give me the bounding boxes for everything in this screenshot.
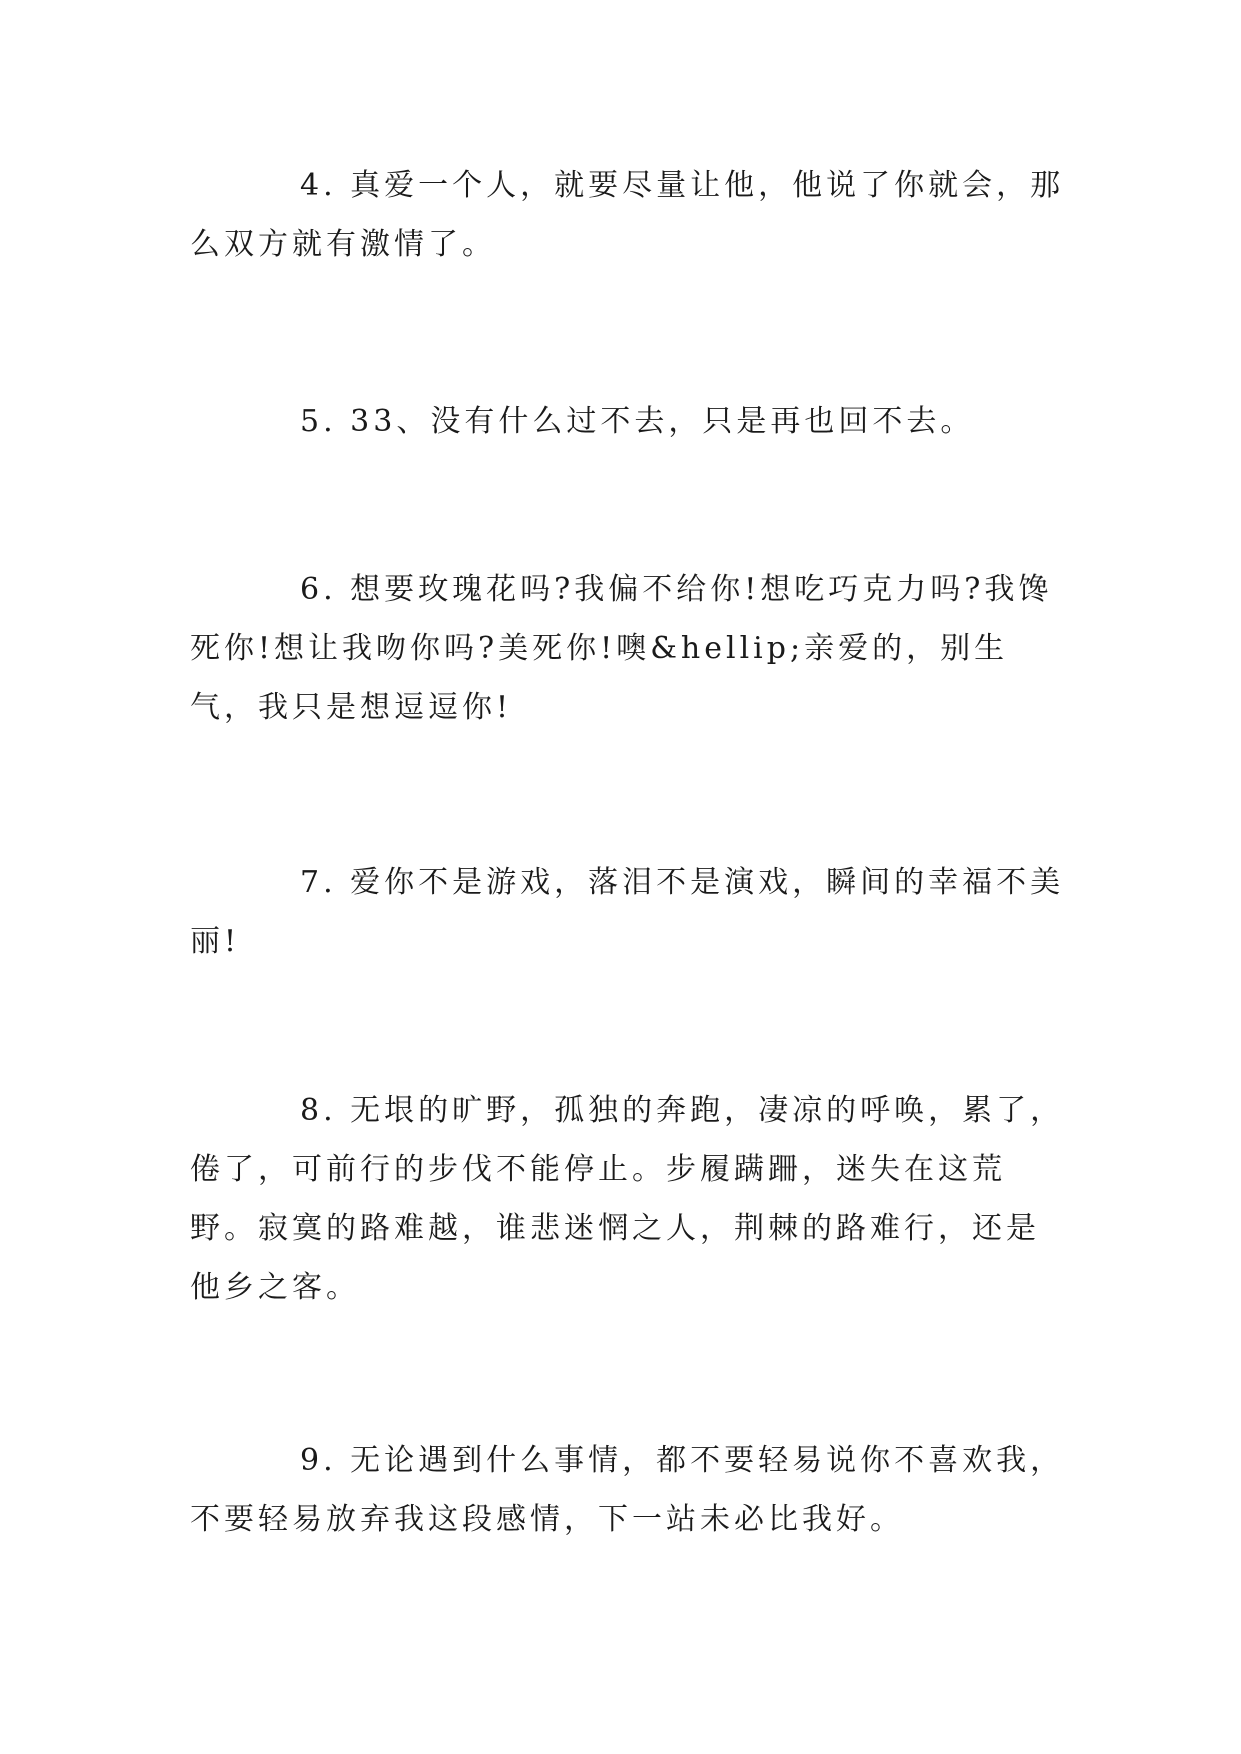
paragraph-4: 4. 真爱一个人，就要尽量让他，他说了你就会，那么双方就有激情了。 [190, 168, 1065, 262]
paragraph-9: 9. 无论遇到什么事情，都不要轻易说你不喜欢我，不要轻易放弃我这段感情，下一站未必比我好。 [190, 1443, 1065, 1537]
paragraph-8: 8. 无垠的旷野，孤独的奔跑，凄凉的呼唤，累了，倦了，可前行的步伐不能停止。步履蹒跚，迷失在这荒野。寂寞的路难越，谁悲迷惘之人，荆棘的路难行，还是他乡之客。 [190, 1093, 1065, 1305]
paragraph-7: 7. 爱你不是游戏，落泪不是演戏，瞬间的幸福不美丽! [190, 865, 1065, 959]
paragraph-6: 6. 想要玫瑰花吗?我偏不给你!想吃巧克力吗?我馋死你!想让我吻你吗?美死你!噢&hellip;亲爱的，别生气，我只是想逗逗你! [190, 572, 1053, 725]
paragraph-5: 5. 33、没有什么过不去，只是再也回不去。 [300, 404, 975, 439]
